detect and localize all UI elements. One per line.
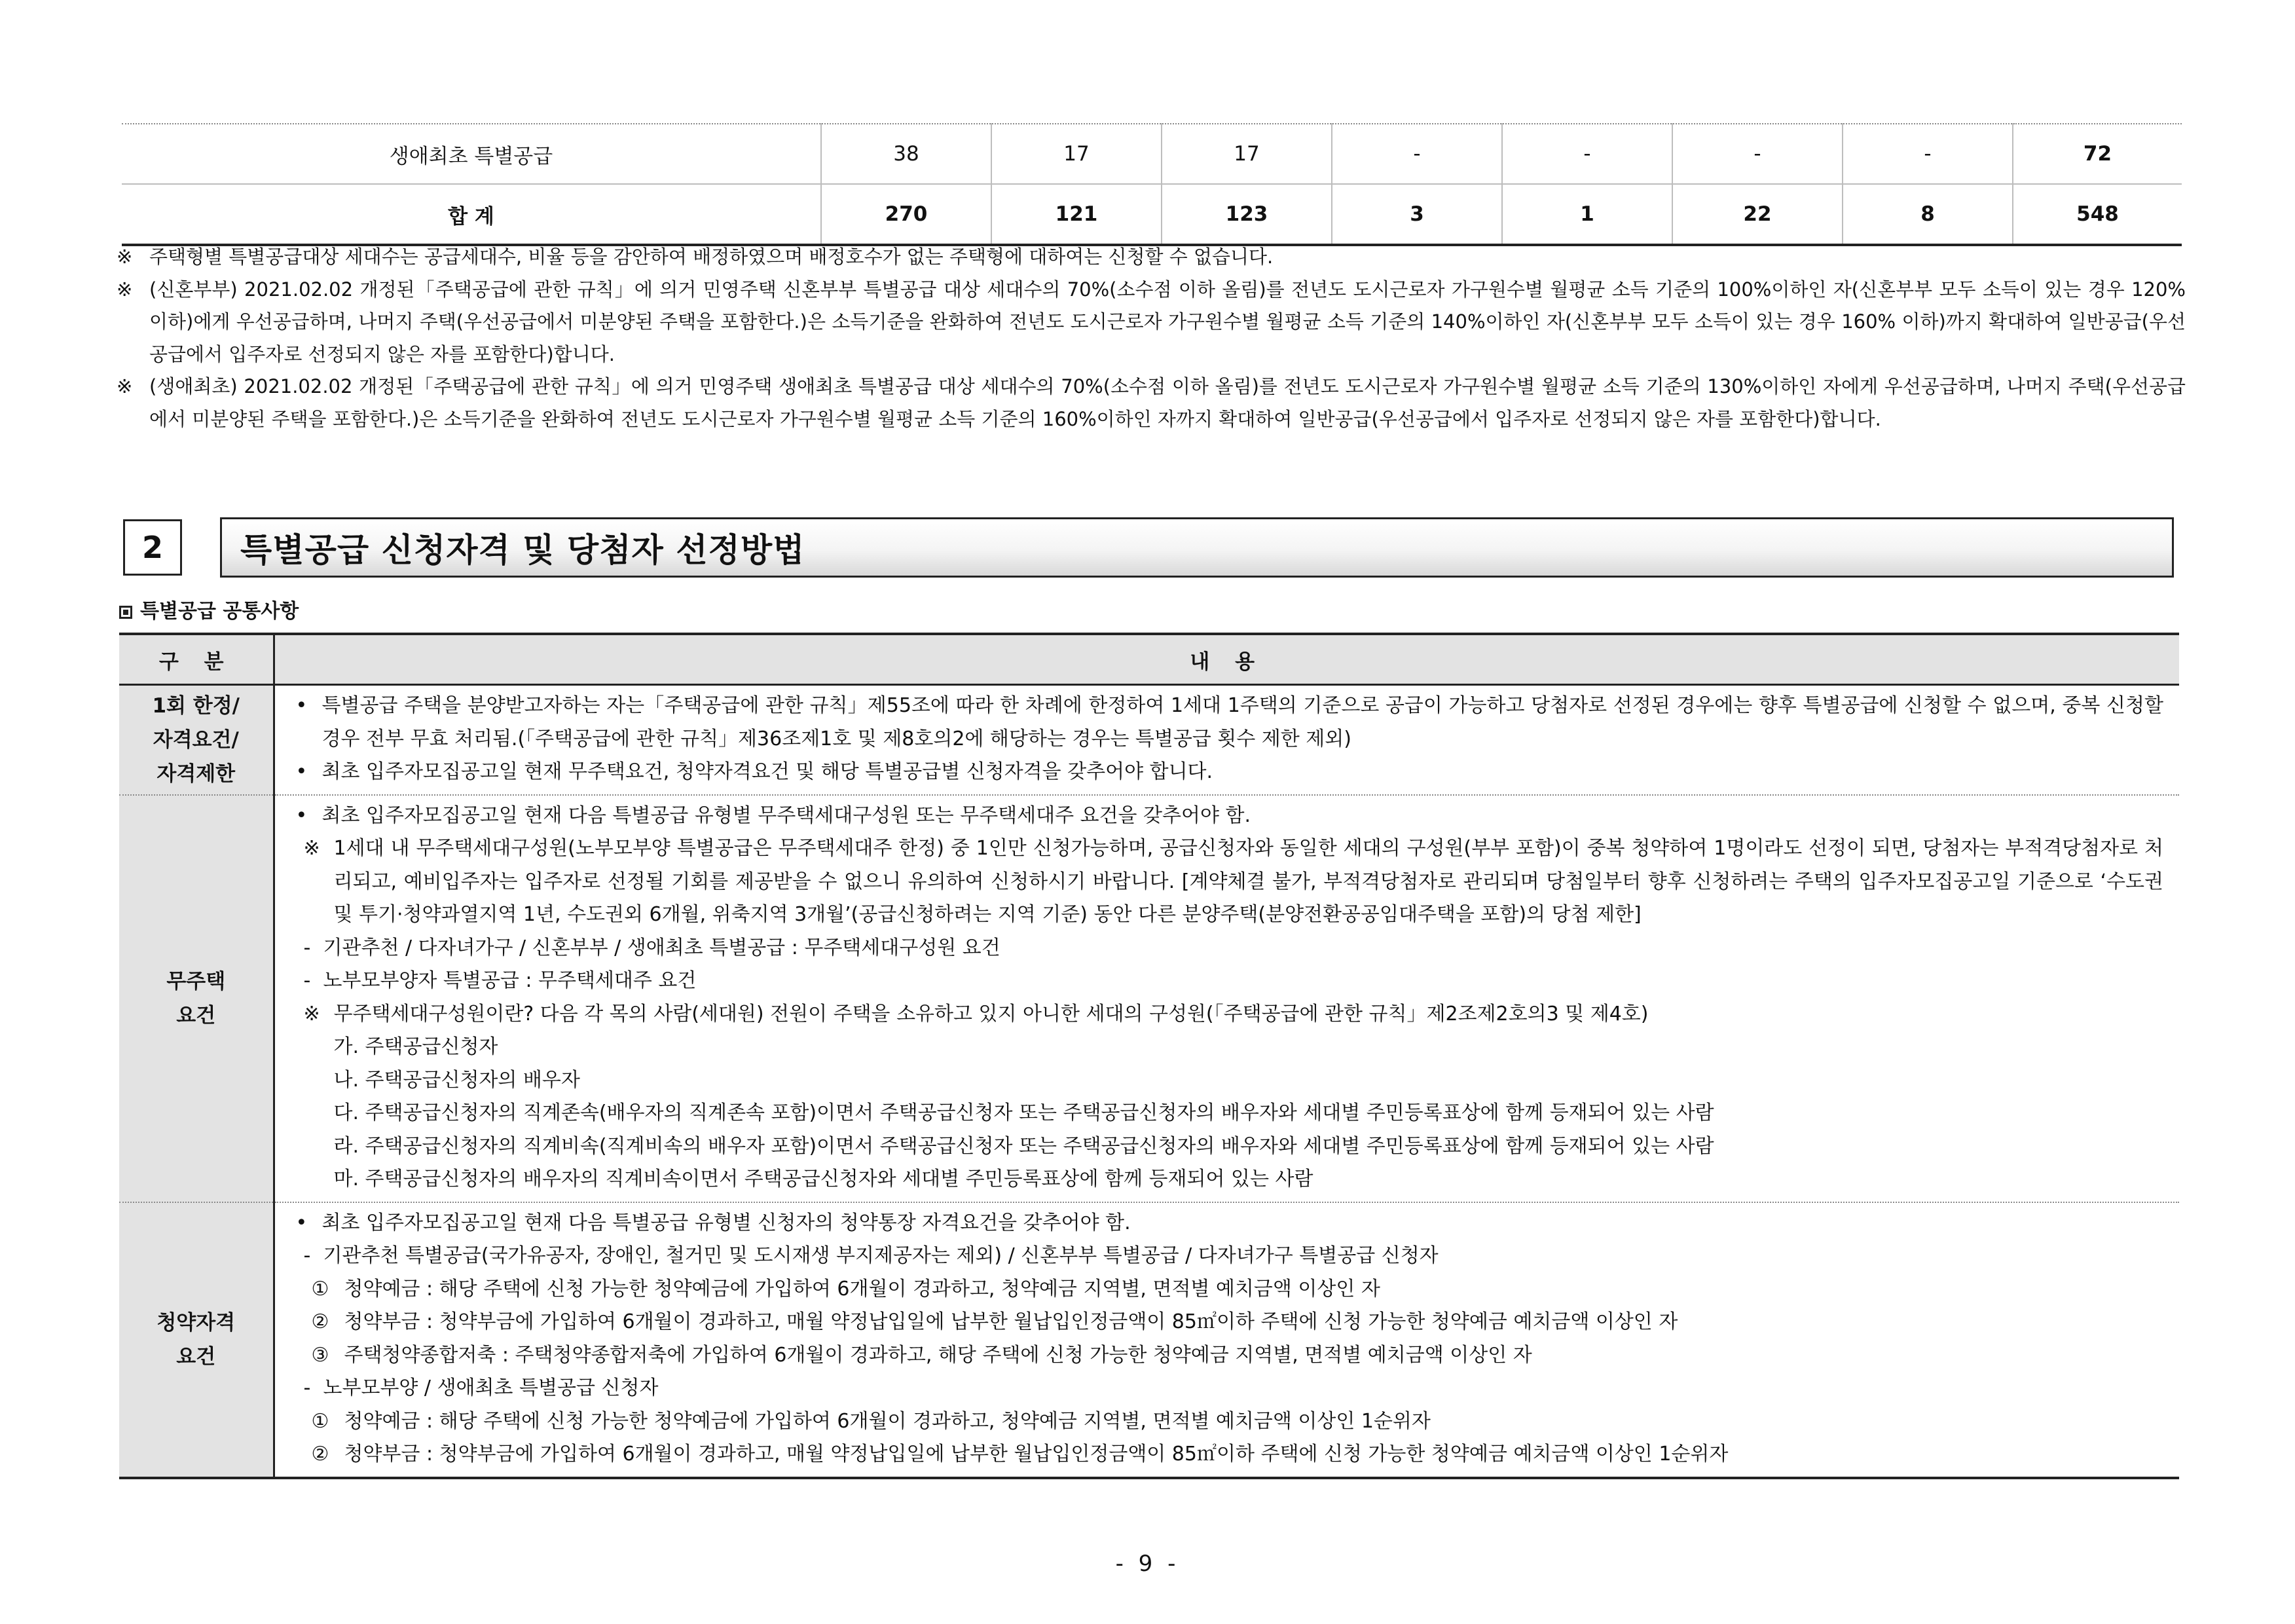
page-number: - 9 - <box>1115 1551 1180 1577</box>
line-mark: ① <box>311 1277 329 1301</box>
content-line <box>295 1031 2164 1064</box>
line-text: 주택청약종합저축 : 주택청약종합저축에 가입하여 6개월이 경과하고, 해당 주택에 신청 가능한 청약예금 지역별, 면적별 예치금액 이상인 자 <box>344 1343 1532 1367</box>
note-mark: ※ <box>117 375 133 397</box>
supply-count-table <box>122 123 2182 246</box>
cell-value: 22 <box>1672 184 1843 245</box>
content-line <box>295 832 2164 932</box>
line-mark: • <box>295 803 308 827</box>
note-mark: ※ <box>117 246 133 268</box>
cell-value: 1 <box>1502 184 1672 245</box>
line-text: 청약부금 : 청약부금에 가입하여 6개월이 경과하고, 매월 약정납입일에 납부한 월납입인정금액이 85㎡이하 주택에 신청 가능한 청약예금 예치금액 이상인 자 <box>344 1310 1678 1333</box>
cell-value: 8 <box>1843 184 2013 245</box>
cell-value: - <box>1672 124 1843 184</box>
line-text: 가. 주택공급신청자 <box>333 1035 498 1058</box>
table-row <box>119 1202 2179 1478</box>
note-mark: ※ <box>117 278 133 301</box>
line-mark: • <box>295 760 308 783</box>
note-item <box>117 371 2186 435</box>
line-text: 청약부금 : 청약부금에 가입하여 6개월이 경과하고, 매월 약정납입일에 납부한 월납입인정금액이 85㎡이하 주택에 신청 가능한 청약예금 예치금액 이상인 1순위자 <box>344 1443 1729 1466</box>
line-text: 최초 입주자모집공고일 현재 무주택요건, 청약자격요건 및 해당 특별공급별 신청자격을 갖추어야 합니다. <box>321 760 1213 783</box>
content-line <box>295 1130 2164 1164</box>
cell-value: 548 <box>2013 184 2182 245</box>
content-line <box>295 1273 2164 1306</box>
cell-value: 38 <box>821 124 991 184</box>
notes <box>117 241 2186 435</box>
note-text: (생애최초) 2021.02.02 개정된「주택공급에 관한 규칙」에 의거 민영주택 생애최초 특별공급 대상 세대수의 70%(소수점 이하 올림)를 전년도 도시근로자 가구원수별 월평균 소득 기준의 130%이하인 자에게 우선공급하며, 나머지 주택(우선공급에서 미분양된 주택을 포함한다.)은 소득기준을 완화하여 전년도 도시근로자 가구원수별 월평균 소득 기준의 160%이하인 자까지 확대하여 일반공급(우선공급에서 입주자로 선정되지 않은 자를 포함한다)합니다. <box>149 375 2186 430</box>
cell-value: 17 <box>1162 124 1332 184</box>
line-mark: • <box>295 1211 308 1234</box>
content-line <box>295 1372 2164 1405</box>
content-line <box>295 932 2164 965</box>
line-text: 라. 주택공급신청자의 직계비속(직계비속의 배우자 포함)이면서 주택공급신청자 또는 주택공급신청자의 배우자와 세대별 주민등록표상에 함께 등재되어 있는 사람 <box>333 1134 1714 1158</box>
line-text: 다. 주택공급신청자의 직계존속(배우자의 직계존속 포함)이면서 주택공급신청자 또는 주택공급신청자의 배우자와 세대별 주민등록표상에 함께 등재되어 있는 사람 <box>333 1101 1714 1124</box>
section-number: 2 <box>123 519 182 576</box>
table-row <box>119 795 2179 1202</box>
table-row <box>122 184 2182 245</box>
line-text: 청약예금 : 해당 주택에 신청 가능한 청약예금에 가입하여 6개월이 경과하고, 청약예금 지역별, 면적별 예치금액 이상인 자 <box>344 1277 1380 1301</box>
content-line <box>295 1163 2164 1196</box>
content-line <box>295 1097 2164 1130</box>
row-category <box>119 1202 274 1478</box>
line-mark: ③ <box>311 1343 329 1367</box>
content-line <box>295 690 2164 756</box>
line-text: 노부모부양자 특별공급 : 무주택세대주 요건 <box>323 969 697 992</box>
line-text: 나. 주택공급신청자의 배우자 <box>333 1068 580 1092</box>
cell-value: 121 <box>991 184 1162 245</box>
category-line: 자격요건/ <box>153 728 239 752</box>
line-mark: ※ <box>303 837 320 860</box>
content-line <box>295 800 2164 833</box>
content-line <box>295 1438 2164 1471</box>
category-line: 1회 한정/ <box>152 693 240 718</box>
row-content <box>274 795 2179 1202</box>
header-content: 내 용 <box>274 634 2179 685</box>
cell-value: 3 <box>1332 184 1502 245</box>
cell-value: - <box>1843 124 2013 184</box>
line-text: 최초 입주자모집공고일 현재 다음 특별공급 유형별 무주택세대구성원 또는 무주택세대주 요건을 갖추어야 함. <box>321 803 1251 827</box>
note-text: (신혼부부) 2021.02.02 개정된「주택공급에 관한 규칙」에 의거 민영주택 신혼부부 특별공급 대상 세대수의 70%(소수점 이하 올림)를 전년도 도시근로자 가구원수별 월평균 소득 기준의 100%이하인 자(신혼부부 모두 소득이 있는 경우 120% 이하)에게 우선공급하며, 나머지 주택(우선공급에서 미분양된 주택을 포함한다.)은 소득기준을 완화하여 전년도 도시근로자 가구원수별 월평균 소득 기준의 140%이하인 자(신혼부부 모두 소득이 있는 경우 160% 이하)까지 확대하여 일반공급(우선공급에서 입주자로 선정되지 않은 자를 포함한다)합니다. <box>149 278 2186 365</box>
line-mark: - <box>303 1376 311 1399</box>
line-text: 기관추천 특별공급(국가유공자, 장애인, 철거민 및 도시재생 부지제공자는 제외) / 신혼부부 특별공급 / 다자녀가구 특별공급 신청자 <box>323 1244 1439 1267</box>
note-item <box>117 274 2186 371</box>
category-line: 자격제한 <box>156 762 236 786</box>
cell-value: 17 <box>991 124 1162 184</box>
row-category <box>119 795 274 1202</box>
content-line <box>295 998 2164 1031</box>
line-text: 특별공급 주택을 분양받고자하는 자는「주택공급에 관한 규칙」제55조에 따라 한 차례에 한정하여 1세대 1주택의 기준으로 공급이 가능하고 당첨자로 선정된 경우에는 향후 특별공급에 신청할 수 없으며, 중복 신청할 경우 전부 무효 처리됨.(「주택공급에 관한 규칙」제36조제1호 및 제8호의2에 해당하는 경우는 특별공급 횟수 제한 제외) <box>321 694 2163 750</box>
line-mark: ② <box>311 1310 329 1333</box>
subheading-text: 특별공급 공통사항 <box>140 600 299 623</box>
table-row <box>119 685 2179 795</box>
content-line <box>295 965 2164 998</box>
category-line: 청약자격 <box>156 1310 236 1335</box>
category-line: 요건 <box>176 1344 216 1369</box>
cell-value: 72 <box>2013 124 2182 184</box>
content-line <box>295 1405 2164 1439</box>
cell-value: - <box>1502 124 1672 184</box>
category-line: 요건 <box>176 1003 216 1027</box>
cell-value: 270 <box>821 184 991 245</box>
row-label: 생애최초 특별공급 <box>122 124 821 184</box>
line-text: 무주택세대구성원이란? 다음 각 목의 사람(세대원) 전원이 주택을 소유하고 있지 아니한 세대의 구성원(「주택공급에 관한 규칙」제2조제2호의3 및 제4호) <box>333 1002 1649 1025</box>
square-bullet-icon <box>119 606 132 619</box>
line-text: 기관추천 / 다자녀가구 / 신혼부부 / 생애최초 특별공급 : 무주택세대구성원 요건 <box>323 936 1001 959</box>
line-text: 1세대 내 무주택세대구성원(노부모부양 특별공급은 무주택세대주 한정) 중 1인만 신청가능하며, 공급신청자와 동일한 세대의 구성원(부부 포함)이 중복 청약하여 1명이라도 선정이 되면, 당첨자는 부적격당첨자로 처리되고, 예비입주자는 입주자로 선정될 기회를 제공받을 수 없으니 유의하여 신청하시기 바랍니다. [계약체결 불가, 부적격당첨자로 관리되며 당첨일부터 향후 신청하려는 주택의 입주자모집공고일 기준으로 ‘수도권 및 투기·청약과열지역 1년, 수도권외 6개월, 위축지역 3개월’(공급신청하려는 지역 기준) 동안 다른 분양주택(분양전환공공임대주택을 포함)의 당첨 제한] <box>333 837 2163 926</box>
line-mark: - <box>303 969 311 992</box>
table-row <box>122 124 2182 184</box>
content-line <box>295 1339 2164 1373</box>
common-requirements-table <box>119 633 2179 1479</box>
subheading <box>119 595 299 623</box>
content-line <box>295 1064 2164 1098</box>
line-mark: • <box>295 694 308 717</box>
note-item <box>117 241 2186 274</box>
line-mark: ※ <box>303 1002 320 1025</box>
line-mark: ② <box>311 1443 329 1466</box>
line-text: 노부모부양 / 생애최초 특별공급 신청자 <box>323 1376 659 1399</box>
content-line <box>295 756 2164 789</box>
note-text: 주택형별 특별공급대상 세대수는 공급세대수, 비율 등을 감안하여 배정하였으며 배정호수가 없는 주택형에 대하여는 신청할 수 없습니다. <box>149 246 1274 268</box>
line-mark: - <box>303 1244 311 1267</box>
content-line <box>295 1306 2164 1339</box>
row-content <box>274 1202 2179 1478</box>
cell-value: - <box>1332 124 1502 184</box>
content-line <box>295 1207 2164 1240</box>
row-label: 합 계 <box>122 184 821 245</box>
section-title: 특별공급 신청자격 및 당첨자 선정방법 <box>220 517 2174 578</box>
line-text: 최초 입주자모집공고일 현재 다음 특별공급 유형별 신청자의 청약통장 자격요건을 갖추어야 함. <box>321 1211 1131 1234</box>
content-line <box>295 1240 2164 1273</box>
cell-value: 123 <box>1162 184 1332 245</box>
line-mark: - <box>303 936 311 959</box>
line-mark: ① <box>311 1409 329 1433</box>
row-category <box>119 685 274 795</box>
header-category: 구 분 <box>119 634 274 685</box>
row-content <box>274 685 2179 795</box>
line-text: 마. 주택공급신청자의 배우자의 직계비속이면서 주택공급신청자와 세대별 주민등록표상에 함께 등재되어 있는 사람 <box>333 1168 1313 1190</box>
category-line: 무주택 <box>166 969 226 993</box>
line-text: 청약예금 : 해당 주택에 신청 가능한 청약예금에 가입하여 6개월이 경과하고, 청약예금 지역별, 면적별 예치금액 이상인 1순위자 <box>344 1409 1431 1433</box>
